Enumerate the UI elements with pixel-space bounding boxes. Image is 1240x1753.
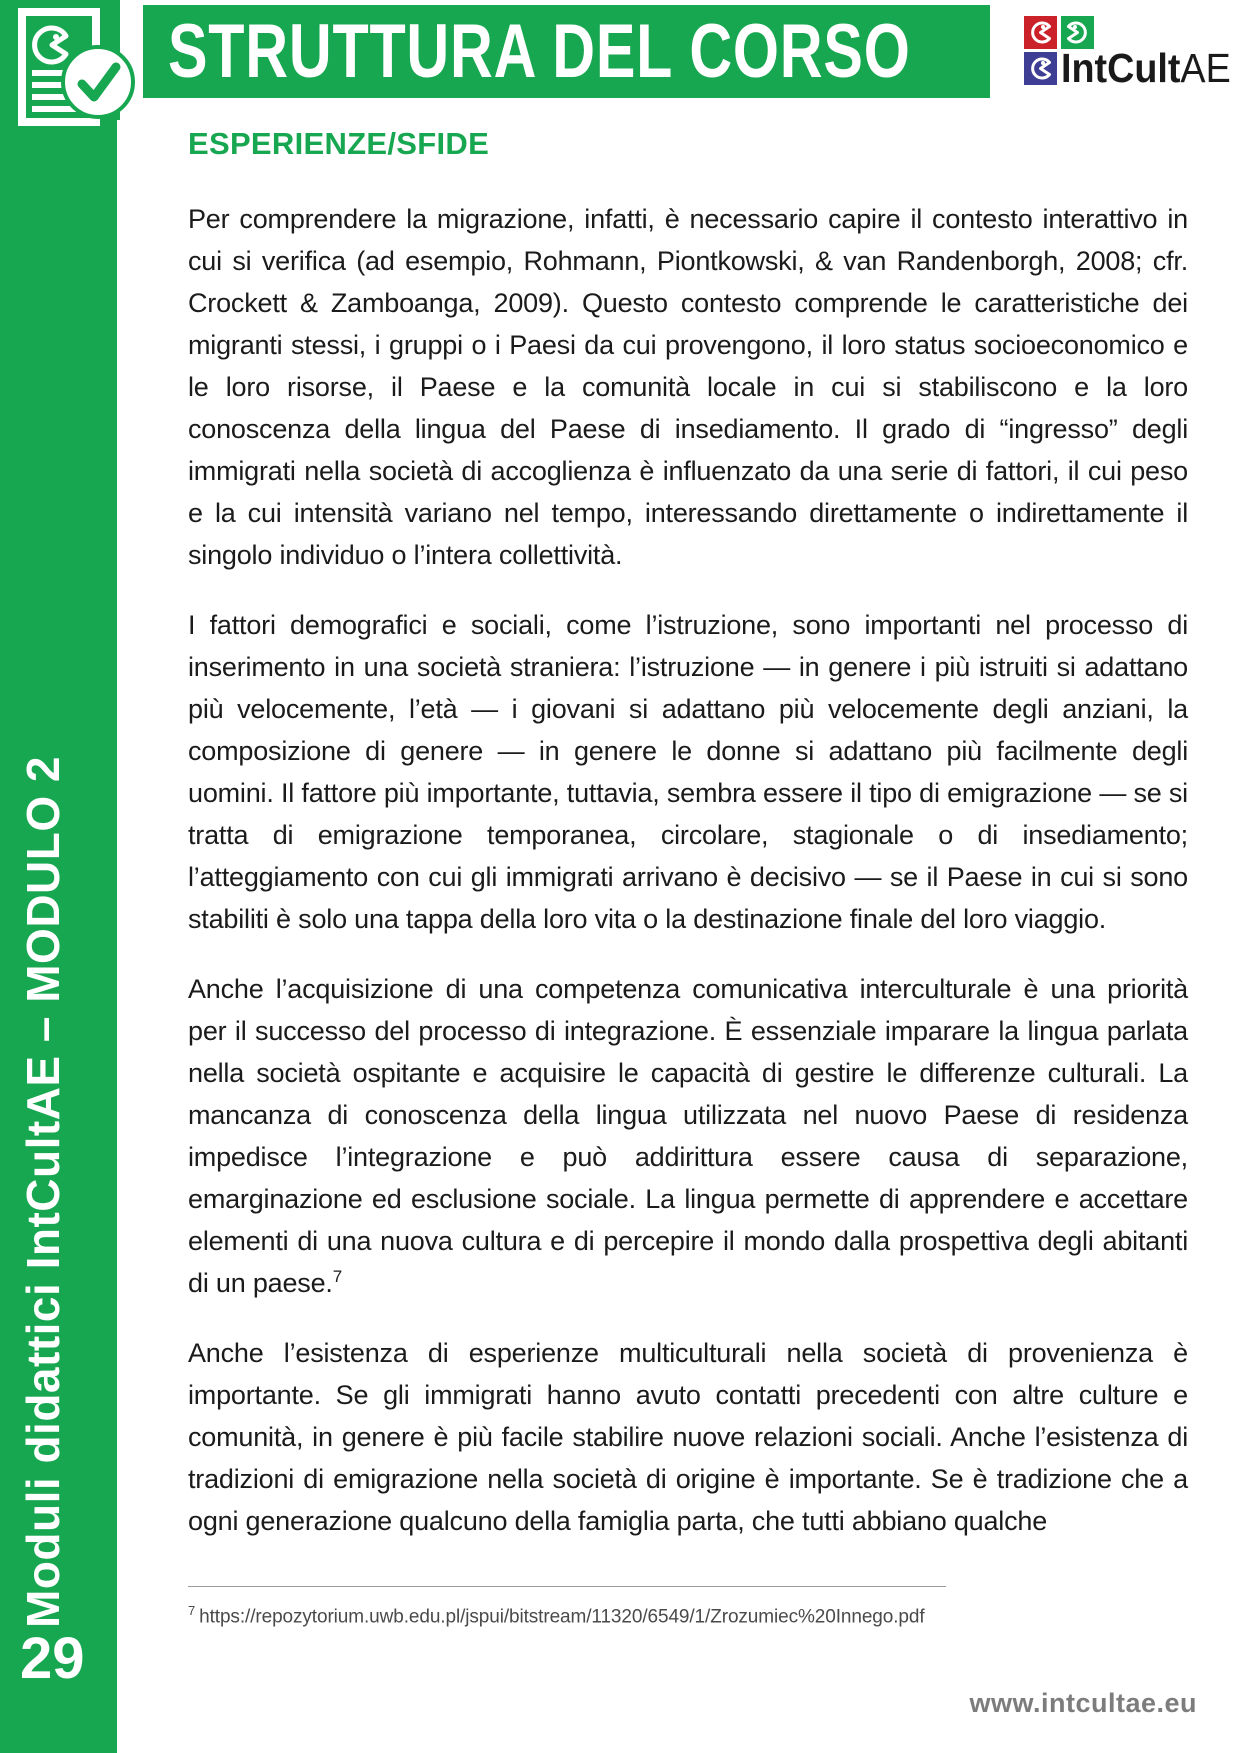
check-circle-icon <box>63 47 133 117</box>
body-paragraph: I fattori demografici e sociali, come l’istruzione, sono importanti nel processo di inserimento in una società straniera: l’istruzione — in genere i più istruiti si adattano più velocemente, l’età — i giovani si adattano più velocemente degli anziani, la composizione di genere — in genere le donne si adattano più facilmente degli uomini. Il fattore più importante, tuttavia, sembra essere il tipo di emigrazione — se si tratta di emigrazione temporanea, circolare, stagionale o di insediamento; l’atteggiamento con cui gli immigrati arrivano è decisivo — se il Paese in cui si sono stabiliti è solo una tappa della loro vita o la destinazione finale del loro viaggio. <box>188 610 1188 934</box>
content-area <box>188 126 1188 1628</box>
footnote-ref-marker: 7 <box>332 1267 342 1286</box>
body-paragraph <box>188 968 1188 1304</box>
footnote <box>188 1603 1188 1628</box>
footnote-link[interactable]: https://repozytorium.uwb.edu.pl/jspui/bitstream/11320/6549/1/Zrozumiec%20Innego.pdf <box>199 1606 925 1628</box>
logo-wordmark-bold: IntCult <box>1061 45 1181 91</box>
brand-logo <box>1024 16 1240 91</box>
footnote-divider <box>188 1586 946 1587</box>
logo-wordmark-light: AE <box>1180 45 1231 91</box>
body-paragraph: Per comprendere la migrazione, infatti, è necessario capire il contesto interattivo in cui si verifica (ad esempio, Rohmann, Piontkowski, & van Randenborgh, 2008; cfr. Crockett & Zamboanga, 2009). Questo contesto comprende le caratteristiche dei migranti stessi, i gruppi o i Paesi da cui provengono, il loro status socioeconomico e le loro risorse, il Paese e la comunità locale in cui si stabiliscono e la loro conoscenza della lingua del Paese di insediamento. Il grado di “ingresso” degli immigrati nella società di accoglienza è influenzato da una serie di fattori, il cui peso e la cui intensità variano nel tempo, interessando direttamente o indirettamente il singolo individuo o l’intera collettività. <box>188 204 1188 570</box>
page-number: 29 <box>20 1626 85 1691</box>
footnote-number: 7 <box>188 1603 196 1618</box>
paragraph-text: Anche l’acquisizione di una competenza comunicativa interculturale è una priorità per il successo del processo di integrazione. È essenziale imparare la lingua parlata nella società ospitante e acquisire le capacità di gestire le differenze culturali. La mancanza di conoscenza della lingua utilizzata nel nuovo Paese di residenza impedisce l’integrazione e può addirittura essere causa di separazione, emarginazione ed esclusione sociale. La lingua permette di apprendere e accettare elementi di una nuova cultura e di percepire il mondo dalla prospettiva degli abitanti di un paese. <box>188 974 1188 1298</box>
logo-square-red-pacman-icon <box>1024 16 1057 49</box>
section-heading: ESPERIENZE/SFIDE <box>188 126 490 161</box>
logo-wordmark <box>1061 45 1231 91</box>
document-checklist-check-icon <box>0 0 150 150</box>
header-bar <box>143 5 990 98</box>
page-title: STRUTTURA DEL CORSO <box>167 9 911 94</box>
body-paragraph: Anche l’esistenza di esperienze multiculturali nella società di provenienza è importante. Se gli immigrati hanno avuto contatti precedenti con altre culture e comunità, in genere è più facile stabilire nuove relazioni sociali. Anche l’esistenza di tradizioni di emigrazione nella società di origine è importante. Se è tradizione che a ogni generazione qualcuno della famiglia parta, che tutti abbiano qualche <box>188 1338 1188 1536</box>
sidebar-vertical-title: Moduli didattici IntCultAE – MODULO 2 <box>17 755 69 1628</box>
footer-url[interactable]: www.intcultae.eu <box>969 1688 1197 1718</box>
logo-square-blue-pacman-icon <box>1024 52 1057 85</box>
